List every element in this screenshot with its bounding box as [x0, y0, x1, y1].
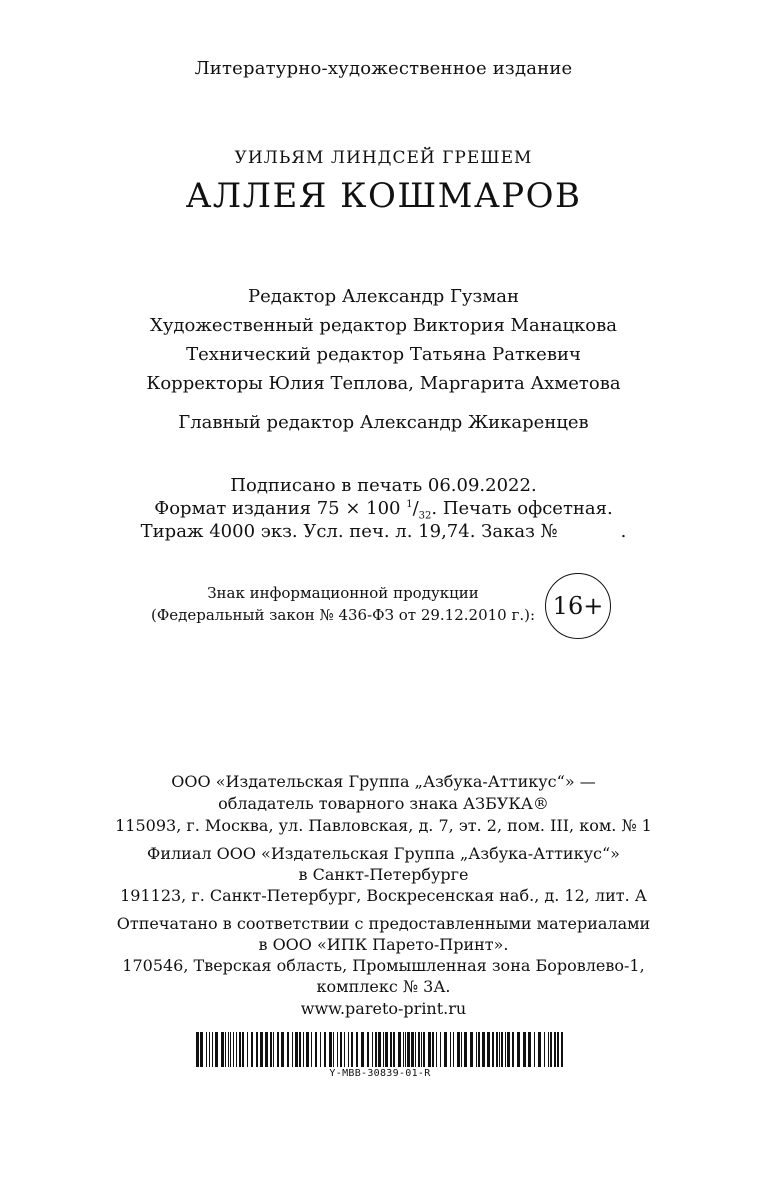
format-suffix: . Печать офсетная. — [431, 498, 613, 519]
credit-art-editor: Художественный редактор Виктория Манацкова — [150, 315, 617, 336]
branch-line1: Филиал ООО «Издательская Группа „Азбука-Аттикус“» — [147, 844, 620, 863]
chief-editor: Главный редактор Александр Жикаренцев — [178, 412, 589, 433]
info-sign-line1: Знак информационной продукции — [207, 584, 479, 602]
printer-address: 170546, Тверская область, Промышленная зона Боровлево-1, — [122, 956, 645, 975]
run-line: Тираж 4000 экз. Усл. печ. л. 19,74. Заказ № . — [140, 521, 627, 542]
branch-address: 191123, г. Санкт-Петербург, Воскресенская наб., д. 12, лит. А — [120, 886, 647, 905]
publisher-line1: ООО «Издательская Группа „Азбука-Аттикус“» — — [171, 772, 596, 791]
credit-tech-editor: Технический редактор Татьяна Раткевич — [186, 344, 581, 365]
credit-editor: Редактор Александр Гузман — [247, 286, 520, 307]
format-denominator: 32 — [418, 510, 432, 522]
barcode — [196, 1032, 564, 1079]
branch-line2: в Санкт-Петербурге — [298, 865, 469, 884]
printer-line2: в ООО «ИПК Парето-Принт». — [258, 935, 509, 954]
printer-line1: Отпечатано в соответствии с предоставленными материалами — [116, 914, 651, 933]
publisher-line2: обладатель товарного знака АЗБУКА® — [218, 794, 549, 813]
age-rating-label: 16+ — [552, 592, 604, 620]
barcode-label: Y-MBB-30839-01-R — [329, 1068, 431, 1079]
format-numerator: 1 — [406, 499, 413, 510]
author-name: УИЛЬЯМ ЛИНДСЕЙ ГРЕШЕМ — [234, 148, 533, 168]
format-prefix: Формат издания 75 × 100 — [154, 498, 407, 519]
genre-label: Литературно-художественное издание — [194, 58, 573, 79]
info-sign-block — [150, 582, 536, 626]
printer-complex: комплекс № 3А. — [316, 977, 451, 996]
book-title: АЛЛЕЯ КОШМАРОВ — [185, 176, 582, 216]
barcode-graphic — [196, 1032, 564, 1067]
printer-website: www.pareto-print.ru — [300, 999, 467, 1018]
format-line — [0, 498, 767, 522]
format-slash: / — [412, 498, 419, 519]
info-sign-line2: (Федеральный закон № 436-ФЗ от 29.12.2010 г.): — [150, 606, 536, 624]
signed-date: Подписано в печать 06.09.2022. — [230, 475, 537, 496]
credit-proofreaders: Корректоры Юлия Теплова, Маргарита Ахметова — [146, 373, 621, 394]
publisher-address: 115093, г. Москва, ул. Павловская, д. 7, эт. 2, пом. III, ком. № 1 — [115, 816, 652, 835]
age-rating-badge — [545, 573, 611, 639]
